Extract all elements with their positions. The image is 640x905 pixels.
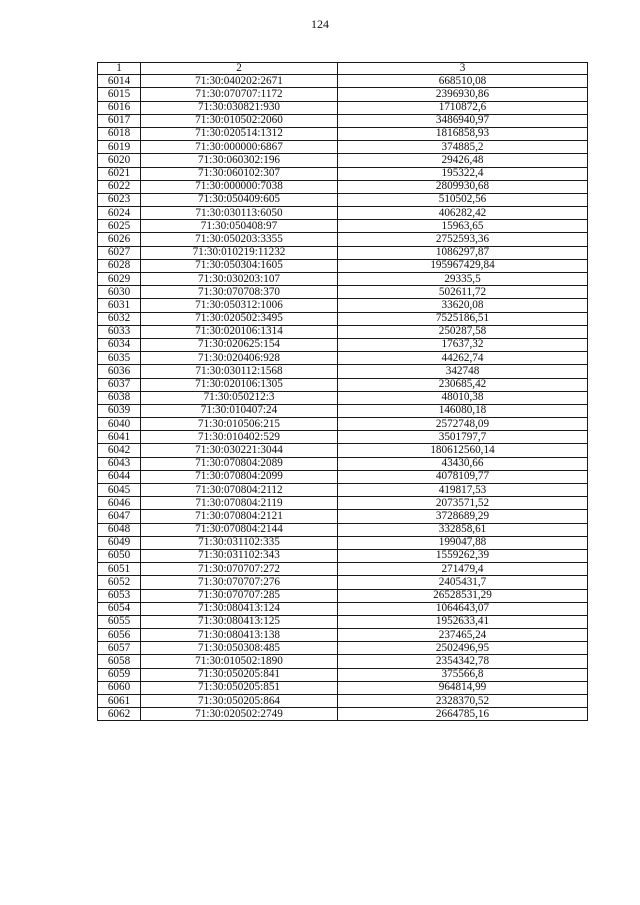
table-row xyxy=(98,404,588,417)
row-number-cell: 6041 xyxy=(98,431,141,444)
table-row xyxy=(98,259,588,272)
cadastral-number-cell: 71:30:000000:7038 xyxy=(141,180,338,193)
table-row xyxy=(98,101,588,114)
cadastral-number-cell: 71:30:010502:1890 xyxy=(141,655,338,668)
table-body xyxy=(98,75,588,721)
cadastral-number-cell: 71:30:070707:1172 xyxy=(141,88,338,101)
cadastral-number-cell: 71:30:050203:3355 xyxy=(141,233,338,246)
row-number-cell: 6023 xyxy=(98,193,141,206)
value-cell: 199047,88 xyxy=(338,536,588,549)
table-row xyxy=(98,589,588,602)
table-row xyxy=(98,444,588,457)
row-number-cell: 6046 xyxy=(98,497,141,510)
value-cell: 44262,74 xyxy=(338,352,588,365)
value-cell: 7525186,51 xyxy=(338,312,588,325)
value-cell: 332858,61 xyxy=(338,523,588,536)
row-number-cell: 6062 xyxy=(98,708,141,721)
table-row xyxy=(98,549,588,562)
header-cell-2: 2 xyxy=(141,63,338,75)
cadastral-number-cell: 71:30:050212:3 xyxy=(141,391,338,404)
cadastral-number-cell: 71:30:010407:24 xyxy=(141,404,338,417)
value-cell: 374885,2 xyxy=(338,141,588,154)
value-cell: 502611,72 xyxy=(338,286,588,299)
data-table xyxy=(97,62,588,721)
value-cell: 3501797,7 xyxy=(338,431,588,444)
table-row xyxy=(98,233,588,246)
cadastral-number-cell: 71:30:070804:2112 xyxy=(141,484,338,497)
value-cell: 964814,99 xyxy=(338,681,588,694)
row-number-cell: 6057 xyxy=(98,642,141,655)
cadastral-number-cell: 71:30:050205:851 xyxy=(141,681,338,694)
cadastral-number-cell: 71:30:030821:930 xyxy=(141,101,338,114)
cadastral-number-cell: 71:30:020625:154 xyxy=(141,338,338,351)
row-number-cell: 6039 xyxy=(98,404,141,417)
row-number-cell: 6019 xyxy=(98,141,141,154)
table-row xyxy=(98,207,588,220)
row-number-cell: 6020 xyxy=(98,154,141,167)
value-cell: 146080,18 xyxy=(338,404,588,417)
row-number-cell: 6026 xyxy=(98,233,141,246)
table-row xyxy=(98,602,588,615)
row-number-cell: 6059 xyxy=(98,668,141,681)
row-number-cell: 6030 xyxy=(98,286,141,299)
table-row xyxy=(98,536,588,549)
value-cell: 4078109,77 xyxy=(338,470,588,483)
value-cell: 271479,4 xyxy=(338,563,588,576)
row-number-cell: 6024 xyxy=(98,207,141,220)
table-row xyxy=(98,299,588,312)
table-row xyxy=(98,365,588,378)
cadastral-number-cell: 71:30:010402:529 xyxy=(141,431,338,444)
header-cell-1: 1 xyxy=(98,63,141,75)
table-row xyxy=(98,615,588,628)
cadastral-number-cell: 71:30:031102:335 xyxy=(141,536,338,549)
row-number-cell: 6052 xyxy=(98,576,141,589)
cadastral-number-cell: 71:30:020514:1312 xyxy=(141,127,338,140)
table-row xyxy=(98,127,588,140)
value-cell: 2502496,95 xyxy=(338,642,588,655)
row-number-cell: 6029 xyxy=(98,273,141,286)
value-cell: 195967429,84 xyxy=(338,259,588,272)
cadastral-number-cell: 71:30:070708:370 xyxy=(141,286,338,299)
row-number-cell: 6033 xyxy=(98,325,141,338)
table-row xyxy=(98,352,588,365)
value-cell: 250287,58 xyxy=(338,325,588,338)
value-cell: 1086297,87 xyxy=(338,246,588,259)
table-row xyxy=(98,708,588,721)
value-cell: 230685,42 xyxy=(338,378,588,391)
row-number-cell: 6040 xyxy=(98,418,141,431)
cadastral-number-cell: 71:30:030203:107 xyxy=(141,273,338,286)
table-row xyxy=(98,655,588,668)
row-number-cell: 6047 xyxy=(98,510,141,523)
value-cell: 195322,4 xyxy=(338,167,588,180)
value-cell: 1816858,93 xyxy=(338,127,588,140)
table-row xyxy=(98,273,588,286)
cadastral-number-cell: 71:30:050308:485 xyxy=(141,642,338,655)
table-row xyxy=(98,338,588,351)
cadastral-number-cell: 71:30:000000:6867 xyxy=(141,141,338,154)
cadastral-number-cell: 71:30:080413:124 xyxy=(141,602,338,615)
value-cell: 2328370,52 xyxy=(338,695,588,708)
value-cell: 2664785,16 xyxy=(338,708,588,721)
value-cell: 510502,56 xyxy=(338,193,588,206)
cadastral-number-cell: 71:30:020502:3495 xyxy=(141,312,338,325)
row-number-cell: 6055 xyxy=(98,615,141,628)
value-cell: 33620,08 xyxy=(338,299,588,312)
row-number-cell: 6050 xyxy=(98,549,141,562)
header-cell-3: 3 xyxy=(338,63,588,75)
cadastral-number-cell: 71:30:080413:138 xyxy=(141,629,338,642)
table-row xyxy=(98,193,588,206)
row-number-cell: 6035 xyxy=(98,352,141,365)
header-row xyxy=(98,63,588,75)
table-row xyxy=(98,695,588,708)
cadastral-number-cell: 71:30:070804:2121 xyxy=(141,510,338,523)
value-cell: 17637,32 xyxy=(338,338,588,351)
table-row xyxy=(98,325,588,338)
page-number: 124 xyxy=(311,17,329,31)
table-row xyxy=(98,457,588,470)
value-cell: 3486940,97 xyxy=(338,114,588,127)
table-row xyxy=(98,180,588,193)
cadastral-number-cell: 71:30:020502:2749 xyxy=(141,708,338,721)
row-number-cell: 6016 xyxy=(98,101,141,114)
table-row xyxy=(98,378,588,391)
cadastral-number-cell: 71:30:050312:1006 xyxy=(141,299,338,312)
value-cell: 1559262,39 xyxy=(338,549,588,562)
table-row xyxy=(98,141,588,154)
cadastral-number-cell: 71:30:050408:97 xyxy=(141,220,338,233)
value-cell: 26528531,29 xyxy=(338,589,588,602)
cadastral-number-cell: 71:30:080413:125 xyxy=(141,615,338,628)
table-row xyxy=(98,286,588,299)
row-number-cell: 6058 xyxy=(98,655,141,668)
cadastral-number-cell: 71:30:070707:272 xyxy=(141,563,338,576)
value-cell: 43430,66 xyxy=(338,457,588,470)
cadastral-number-cell: 71:30:020106:1305 xyxy=(141,378,338,391)
value-cell: 342748 xyxy=(338,365,588,378)
row-number-cell: 6053 xyxy=(98,589,141,602)
row-number-cell: 6014 xyxy=(98,75,141,88)
cadastral-number-cell: 71:30:070804:2089 xyxy=(141,457,338,470)
row-number-cell: 6043 xyxy=(98,457,141,470)
cadastral-number-cell: 71:30:031102:343 xyxy=(141,549,338,562)
row-number-cell: 6044 xyxy=(98,470,141,483)
value-cell: 2405431,7 xyxy=(338,576,588,589)
cadastral-number-cell: 71:30:010502:2060 xyxy=(141,114,338,127)
table-row xyxy=(98,431,588,444)
value-cell: 406282,42 xyxy=(338,207,588,220)
row-number-cell: 6028 xyxy=(98,259,141,272)
value-cell: 1710872,6 xyxy=(338,101,588,114)
cadastral-number-cell: 71:30:050409:605 xyxy=(141,193,338,206)
value-cell: 2354342,78 xyxy=(338,655,588,668)
cadastral-number-cell: 71:30:050205:841 xyxy=(141,668,338,681)
cadastral-number-cell: 71:30:050304:1605 xyxy=(141,259,338,272)
cadastral-number-cell: 71:30:020106:1314 xyxy=(141,325,338,338)
cadastral-number-cell: 71:30:030112:1568 xyxy=(141,365,338,378)
table-row xyxy=(98,246,588,259)
value-cell: 1064643,07 xyxy=(338,602,588,615)
row-number-cell: 6056 xyxy=(98,629,141,642)
table-row xyxy=(98,510,588,523)
table-row xyxy=(98,681,588,694)
value-cell: 237465,24 xyxy=(338,629,588,642)
table-row xyxy=(98,563,588,576)
value-cell: 180612560,14 xyxy=(338,444,588,457)
table-row xyxy=(98,114,588,127)
row-number-cell: 6015 xyxy=(98,88,141,101)
value-cell: 48010,38 xyxy=(338,391,588,404)
table-row xyxy=(98,154,588,167)
value-cell: 1952633,41 xyxy=(338,615,588,628)
value-cell: 2809930,68 xyxy=(338,180,588,193)
row-number-cell: 6037 xyxy=(98,378,141,391)
cadastral-number-cell: 71:30:070804:2099 xyxy=(141,470,338,483)
table-row xyxy=(98,576,588,589)
table-row xyxy=(98,391,588,404)
cadastral-number-cell: 71:30:010506:215 xyxy=(141,418,338,431)
row-number-cell: 6018 xyxy=(98,127,141,140)
table-row xyxy=(98,497,588,510)
table-row xyxy=(98,668,588,681)
row-number-cell: 6060 xyxy=(98,681,141,694)
value-cell: 15963,65 xyxy=(338,220,588,233)
cadastral-number-cell: 71:30:060302:196 xyxy=(141,154,338,167)
cadastral-number-cell: 71:30:030221:3044 xyxy=(141,444,338,457)
cadastral-number-cell: 71:30:070804:2144 xyxy=(141,523,338,536)
cadastral-number-cell: 71:30:030113:6050 xyxy=(141,207,338,220)
value-cell: 2572748,09 xyxy=(338,418,588,431)
row-number-cell: 6048 xyxy=(98,523,141,536)
value-cell: 29335,5 xyxy=(338,273,588,286)
table-row xyxy=(98,75,588,88)
row-number-cell: 6045 xyxy=(98,484,141,497)
cadastral-number-cell: 71:30:070804:2119 xyxy=(141,497,338,510)
table-row xyxy=(98,167,588,180)
row-number-cell: 6017 xyxy=(98,114,141,127)
value-cell: 29426,48 xyxy=(338,154,588,167)
value-cell: 375566,8 xyxy=(338,668,588,681)
table-row xyxy=(98,523,588,536)
value-cell: 3728689,29 xyxy=(338,510,588,523)
table-row xyxy=(98,220,588,233)
value-cell: 668510,08 xyxy=(338,75,588,88)
cadastral-number-cell: 71:30:020406:928 xyxy=(141,352,338,365)
table-row xyxy=(98,470,588,483)
cadastral-number-cell: 71:30:060102:307 xyxy=(141,167,338,180)
row-number-cell: 6027 xyxy=(98,246,141,259)
cadastral-number-cell: 71:30:010219:11232 xyxy=(141,246,338,259)
table-header xyxy=(98,63,588,75)
table-row xyxy=(98,642,588,655)
table-row xyxy=(98,484,588,497)
value-cell: 2396930,86 xyxy=(338,88,588,101)
table-row xyxy=(98,418,588,431)
table-row xyxy=(98,629,588,642)
cadastral-number-cell: 71:30:050205:864 xyxy=(141,695,338,708)
row-number-cell: 6031 xyxy=(98,299,141,312)
table-row xyxy=(98,88,588,101)
row-number-cell: 6042 xyxy=(98,444,141,457)
row-number-cell: 6051 xyxy=(98,563,141,576)
row-number-cell: 6022 xyxy=(98,180,141,193)
row-number-cell: 6021 xyxy=(98,167,141,180)
row-number-cell: 6036 xyxy=(98,365,141,378)
row-number-cell: 6025 xyxy=(98,220,141,233)
row-number-cell: 6032 xyxy=(98,312,141,325)
row-number-cell: 6054 xyxy=(98,602,141,615)
row-number-cell: 6034 xyxy=(98,338,141,351)
cadastral-number-cell: 71:30:070707:285 xyxy=(141,589,338,602)
value-cell: 419817,53 xyxy=(338,484,588,497)
row-number-cell: 6038 xyxy=(98,391,141,404)
value-cell: 2073571,52 xyxy=(338,497,588,510)
row-number-cell: 6061 xyxy=(98,695,141,708)
cadastral-number-cell: 71:30:040202:2671 xyxy=(141,75,338,88)
cadastral-number-cell: 71:30:070707:276 xyxy=(141,576,338,589)
row-number-cell: 6049 xyxy=(98,536,141,549)
value-cell: 2752593,36 xyxy=(338,233,588,246)
table-row xyxy=(98,312,588,325)
